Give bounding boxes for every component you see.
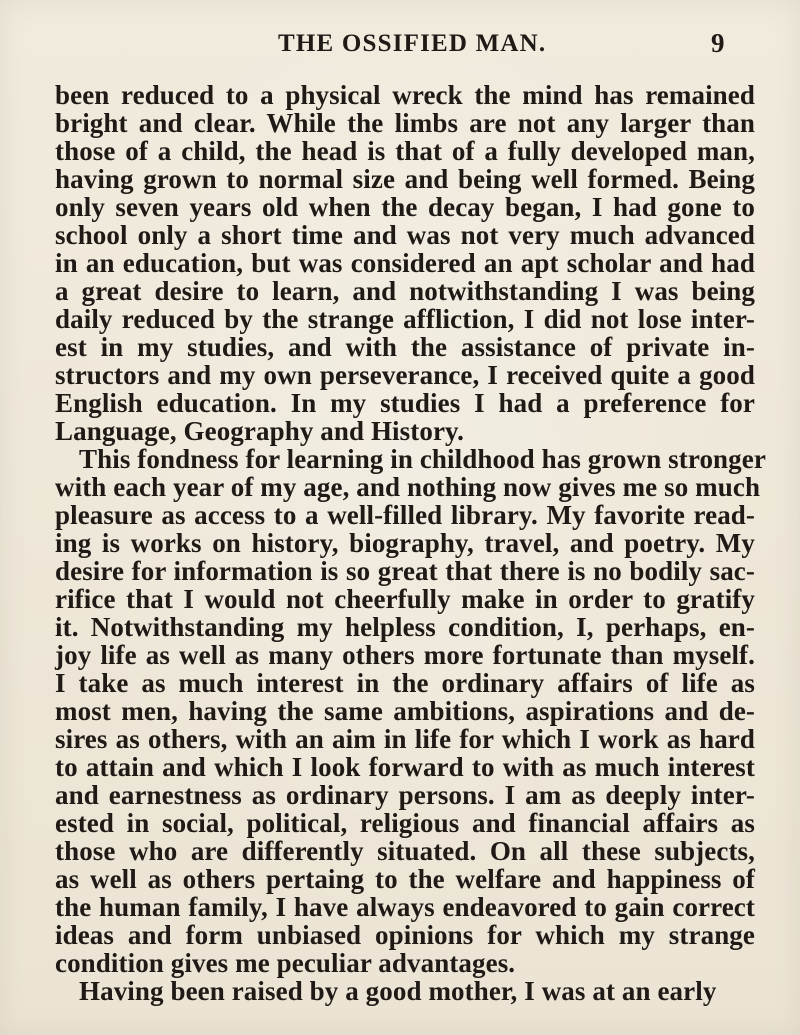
text-line: those of a child, the head is that of a fully developed man, [55,136,755,166]
text-line: those who are differently situated. On all these subjects, [55,836,755,866]
page-number: 9 [711,28,725,58]
text-line: English education. In my studies I had a preference for [55,388,755,418]
text-line: Language, Geography and History. [55,416,465,446]
text-line: structors and my own perseverance, I received quite a good [55,360,755,390]
text-line: school only a short time and was not very much advanced [55,220,755,250]
text-line: est in my studies, and with the assistance of private in- [55,332,755,362]
running-title: THE OSSIFIED MAN. [278,30,547,57]
text-line: rifice that I would not cheerfully make in order to gratify [55,584,755,614]
text-line: in an education, but was considered an apt scholar and had [55,248,755,278]
text-line: ideas and form unbiased opinions for which my strange [55,920,755,950]
text-line: to attain and which I look forward to with as much interest [55,752,755,782]
text-line: ing is works on history, biography, travel, and poetry. My [55,528,755,558]
text-line: ested in social, political, religious and financial affairs as [55,808,755,838]
text-line: sires as others, with an aim in life for which I work as hard [55,724,755,754]
text-line: I take as much interest in the ordinary affairs of life as [55,668,755,698]
text-line: pleasure as access to a well-filled library. My favorite read- [55,500,755,530]
text-line: as well as others pertaing to the welfare and happiness of [55,864,755,894]
running-head [0,30,800,64]
text-line: with each year of my age, and nothing now gives me so much [55,472,761,502]
text-line: This fondness for learning in childhood has grown stronger [79,444,766,474]
text-line: it. Notwithstanding my helpless condition, I, perhaps, en- [55,612,755,642]
text-line: been reduced to a physical wreck the mind has remained [55,80,755,110]
text-line: desire for information is so great that there is no bodily sac- [55,556,755,586]
text-line: joy life as well as many others more fortunate than myself. [55,640,755,670]
text-line: only seven years old when the decay began, I had gone to [55,192,755,222]
text-line: daily reduced by the strange affliction, I did not lose inter- [55,304,755,334]
text-line: the human family, I have always endeavored to gain correct [55,892,755,922]
text-line: having grown to normal size and being well formed. Being [55,164,755,194]
body-text [55,80,766,1006]
text-line: Having been raised by a good mother, I was at an early [79,976,717,1006]
text-line: most men, having the same ambitions, aspirations and de- [55,696,755,726]
text-line: and earnestness as ordinary persons. I am as deeply inter- [55,780,755,810]
text-line: bright and clear. While the limbs are not any larger than [55,108,755,138]
text-line: condition gives me peculiar advantages. [55,948,516,978]
text-line: a great desire to learn, and notwithstanding I was being [55,276,755,306]
